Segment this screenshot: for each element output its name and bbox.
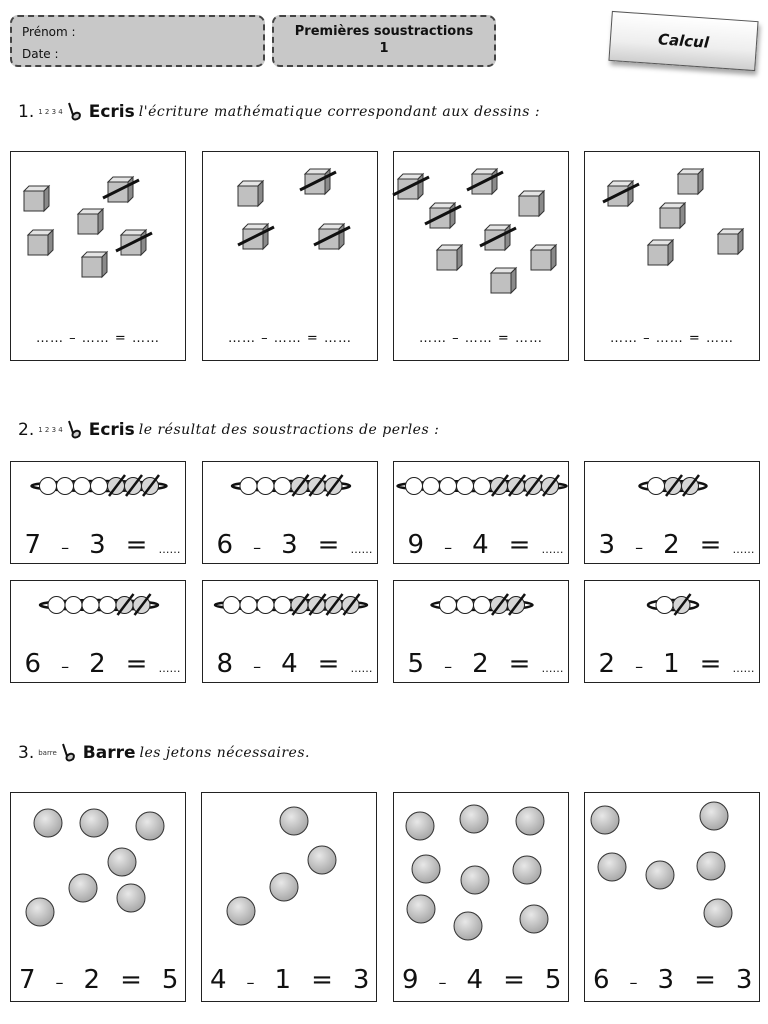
operand-b: 2 [83,965,103,995]
token[interactable] [454,912,482,940]
token[interactable] [520,905,548,933]
equals-sign: = [317,530,342,560]
token[interactable] [697,852,725,880]
operand-a: 9 [407,530,427,560]
minus-sign: – [61,538,72,557]
minus-sign: – [635,538,646,557]
section1-instruction: l'écriture mathématique correspondant aux dessins : [138,104,541,120]
operand-b: 2 [89,649,108,679]
operand-a: 6 [24,649,44,679]
minus-sign: – [438,973,449,992]
answer-blank[interactable]: …… [541,543,564,556]
equals-sign: = [699,530,724,560]
cross-out-icon: barre [38,749,57,757]
section2-verb: Ecris [88,420,135,440]
result: 3 [735,965,755,995]
operand-a: 6 [593,965,612,995]
token[interactable] [646,861,674,889]
token[interactable] [598,853,626,881]
token[interactable] [461,866,489,894]
operand-b: 4 [472,530,491,560]
token[interactable] [308,846,336,874]
token[interactable] [280,807,308,835]
equals-sign: = [125,649,150,679]
result: 5 [544,965,564,995]
blank-equation-1[interactable]: …… – …… = …… [36,331,160,346]
token-equation [201,965,377,995]
operand-a: 2 [598,649,618,679]
date-label: Date : [22,47,59,61]
answer-blank[interactable]: …… [732,543,755,556]
section3-number: 3. [18,743,35,763]
subject-tag: Calcul [608,11,758,71]
operand-a: 5 [407,649,427,679]
equals-sign: = [699,649,724,679]
equals-sign: = [694,965,718,995]
minus-sign: – [444,657,455,676]
token[interactable] [460,805,488,833]
operand-b: 2 [472,649,491,679]
answer-blank[interactable]: …… [350,543,373,556]
minus-sign: – [253,657,264,676]
minus-sign: – [246,973,257,992]
worksheet-number: 1 [379,41,389,56]
minus-sign: – [635,657,646,676]
minus-sign: – [61,657,72,676]
blank-equation-3[interactable]: …… – …… = …… [419,331,543,346]
operand-b: 2 [663,530,682,560]
operand-a: 7 [24,530,44,560]
blank-equation-4[interactable]: …… – …… = …… [610,331,734,346]
minus-sign: – [629,973,640,992]
result: 3 [352,965,372,995]
blank-equation-2[interactable]: …… – …… = …… [228,331,352,346]
equals-sign: = [120,965,144,995]
operand-b: 3 [281,530,300,560]
operand-a: 8 [216,649,236,679]
section2-instruction: le résultat des soustractions de perles : [138,422,440,438]
token[interactable] [136,812,164,840]
section3-instruction: les jetons nécessaires. [139,745,310,761]
token[interactable] [412,855,440,883]
answer-blank[interactable]: …… [158,662,181,675]
operand-a: 3 [598,530,618,560]
token[interactable] [516,807,544,835]
operand-b: 4 [466,965,486,995]
token[interactable] [108,848,136,876]
token[interactable] [591,806,619,834]
operand-b: 1 [274,965,294,995]
token[interactable] [704,899,732,927]
section2-number: 2. [18,420,35,440]
answer-blank[interactable]: …… [541,662,564,675]
equals-sign: = [508,649,533,679]
minus-sign: – [444,538,455,557]
answer-blank[interactable]: …… [158,543,181,556]
equals-sign: = [508,530,533,560]
operand-b: 4 [281,649,300,679]
write-icon: 1 2 3 4 [38,426,63,434]
operand-b: 3 [89,530,108,560]
minus-sign: – [55,973,66,992]
prenom-label: Prénom : [22,25,76,39]
worksheet-title: Premières soustractions [294,24,474,39]
token[interactable] [406,812,434,840]
token[interactable] [700,802,728,830]
section1-number: 1. [18,102,35,122]
operand-a: 6 [216,530,236,560]
section3-verb: Barre [82,743,136,763]
write-icon: 1 2 3 4 [38,108,63,116]
equals-sign: = [503,965,527,995]
token[interactable] [270,873,298,901]
equals-sign: = [125,530,150,560]
token[interactable] [34,809,62,837]
operand-b: 3 [657,965,677,995]
operand-b: 1 [663,649,682,679]
token-equation [584,965,760,995]
answer-blank[interactable]: …… [732,662,755,675]
minus-sign: – [253,538,264,557]
token[interactable] [80,809,108,837]
token[interactable] [227,897,255,925]
result: 5 [161,965,181,995]
token[interactable] [513,856,541,884]
token-equation [10,965,186,995]
token[interactable] [69,874,97,902]
token[interactable] [26,898,54,926]
equals-sign: = [317,649,342,679]
section1-verb: Ecris [88,102,135,122]
operand-a: 9 [402,965,421,995]
equals-sign: = [311,965,335,995]
answer-blank[interactable]: …… [350,662,373,675]
token[interactable] [407,895,435,923]
token[interactable] [117,884,145,912]
operand-a: 4 [210,965,229,995]
operand-a: 7 [19,965,38,995]
token-equation [393,965,569,995]
